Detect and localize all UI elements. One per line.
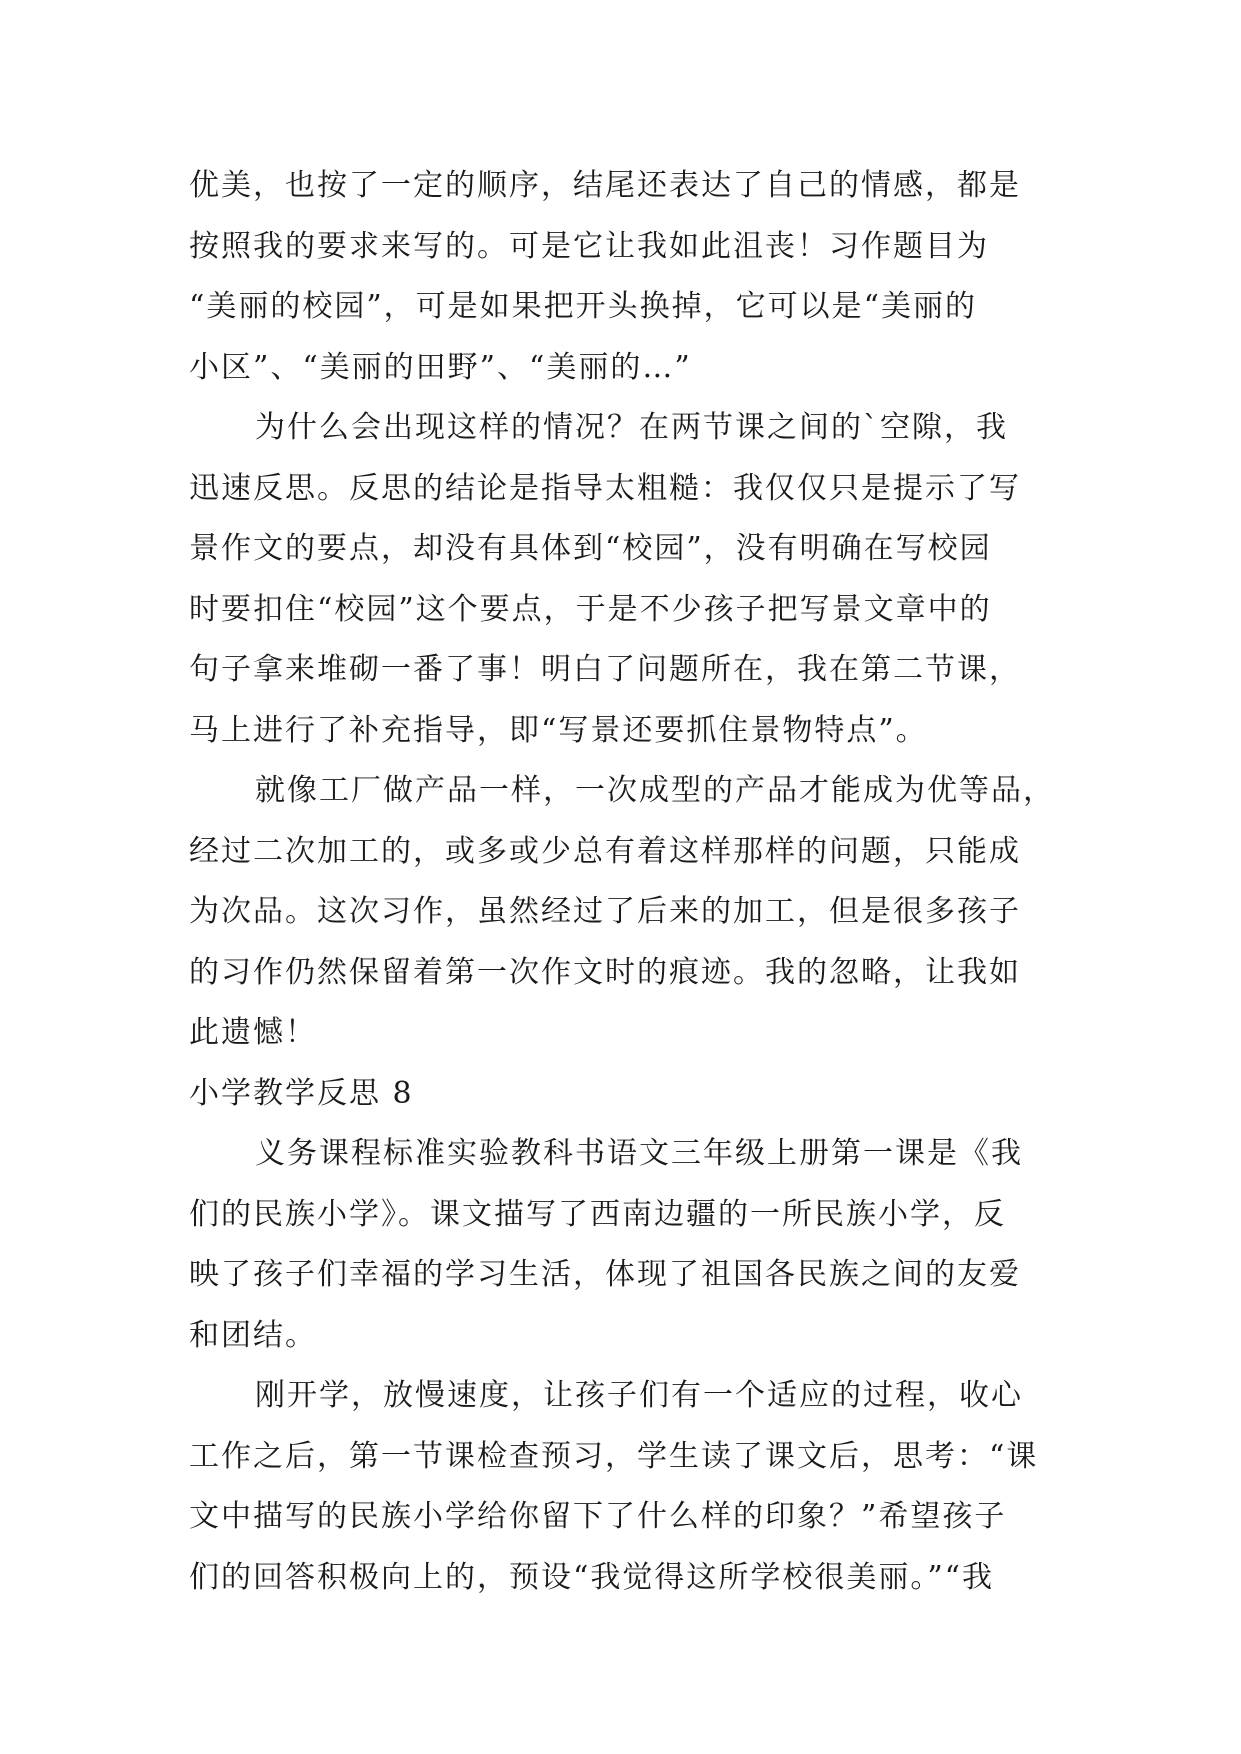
text-line: 的习作仍然保留着第一次作文时的痕迹。我的忽略，让我如 — [189, 954, 1021, 990]
text-line: 景作文的要点，却没有具体到“校园”，没有明确在写校园 — [189, 531, 992, 566]
text-line: 按照我的要求来写的。可是它让我如此沮丧！习作题目为 — [189, 228, 989, 264]
text-line: 义务课程标准实验教科书语文三年级上册第一课是《我 — [255, 1136, 1023, 1171]
document-body — [189, 156, 1059, 1608]
text-line: 时要扣住“校园”这个要点，于是不少孩子把写景文章中的 — [189, 591, 992, 627]
section-heading: 小学教学反思 8 — [189, 1075, 414, 1111]
text-line: 马上进行了补充指导，即“写景还要抓住景物特点”。 — [189, 712, 928, 748]
text-line: 们的回答积极向上的，预设“我觉得这所学校很美丽。”“我 — [189, 1559, 995, 1595]
text-line: “美丽的校园”，可是如果把开头换掉，它可以是“美丽的 — [189, 289, 978, 324]
text-line: 优美，也按了一定的顺序，结尾还表达了自己的情感，都是 — [189, 168, 1021, 203]
text-line: 小区”、“美丽的田野”、“美丽的…” — [189, 349, 692, 385]
text-line: 工作之后，第一节课检查预习，学生读了课文后，思考：“课 — [189, 1438, 1039, 1474]
text-line: 为次品。这次习作，虽然经过了后来的加工，但是很多孩子 — [189, 894, 1021, 929]
text-line: 文中描写的民族小学给你留下了什么样的印象？”希望孩子 — [189, 1499, 1007, 1534]
text-line: 就像工厂做产品一样，一次成型的产品才能成为优等品， — [255, 773, 1055, 808]
text-line: 为什么会出现这样的情况？在两节课之间的`空隙，我 — [255, 410, 1008, 445]
text-line: 和团结。 — [189, 1317, 317, 1353]
text-line: 经过二次加工的，或多或少总有着这样那样的问题，只能成 — [189, 833, 1021, 869]
text-line: 映了孩子们幸福的学习生活，体现了祖国各民族之间的友爱 — [189, 1257, 1021, 1292]
text-line: 句子拿来堆砌一番了事！明白了问题所在，我在第二节课， — [189, 652, 1021, 687]
text-line: 此遗憾！ — [189, 1015, 317, 1050]
text-line: 刚开学，放慢速度，让孩子们有一个适应的过程，收心 — [255, 1378, 1023, 1413]
text-line: 迅速反思。反思的结论是指导太粗糙：我仅仅只是提示了写 — [189, 470, 1021, 506]
text-line: 们的民族小学》。课文描写了西南边疆的一所民族小学，反 — [189, 1196, 1006, 1232]
